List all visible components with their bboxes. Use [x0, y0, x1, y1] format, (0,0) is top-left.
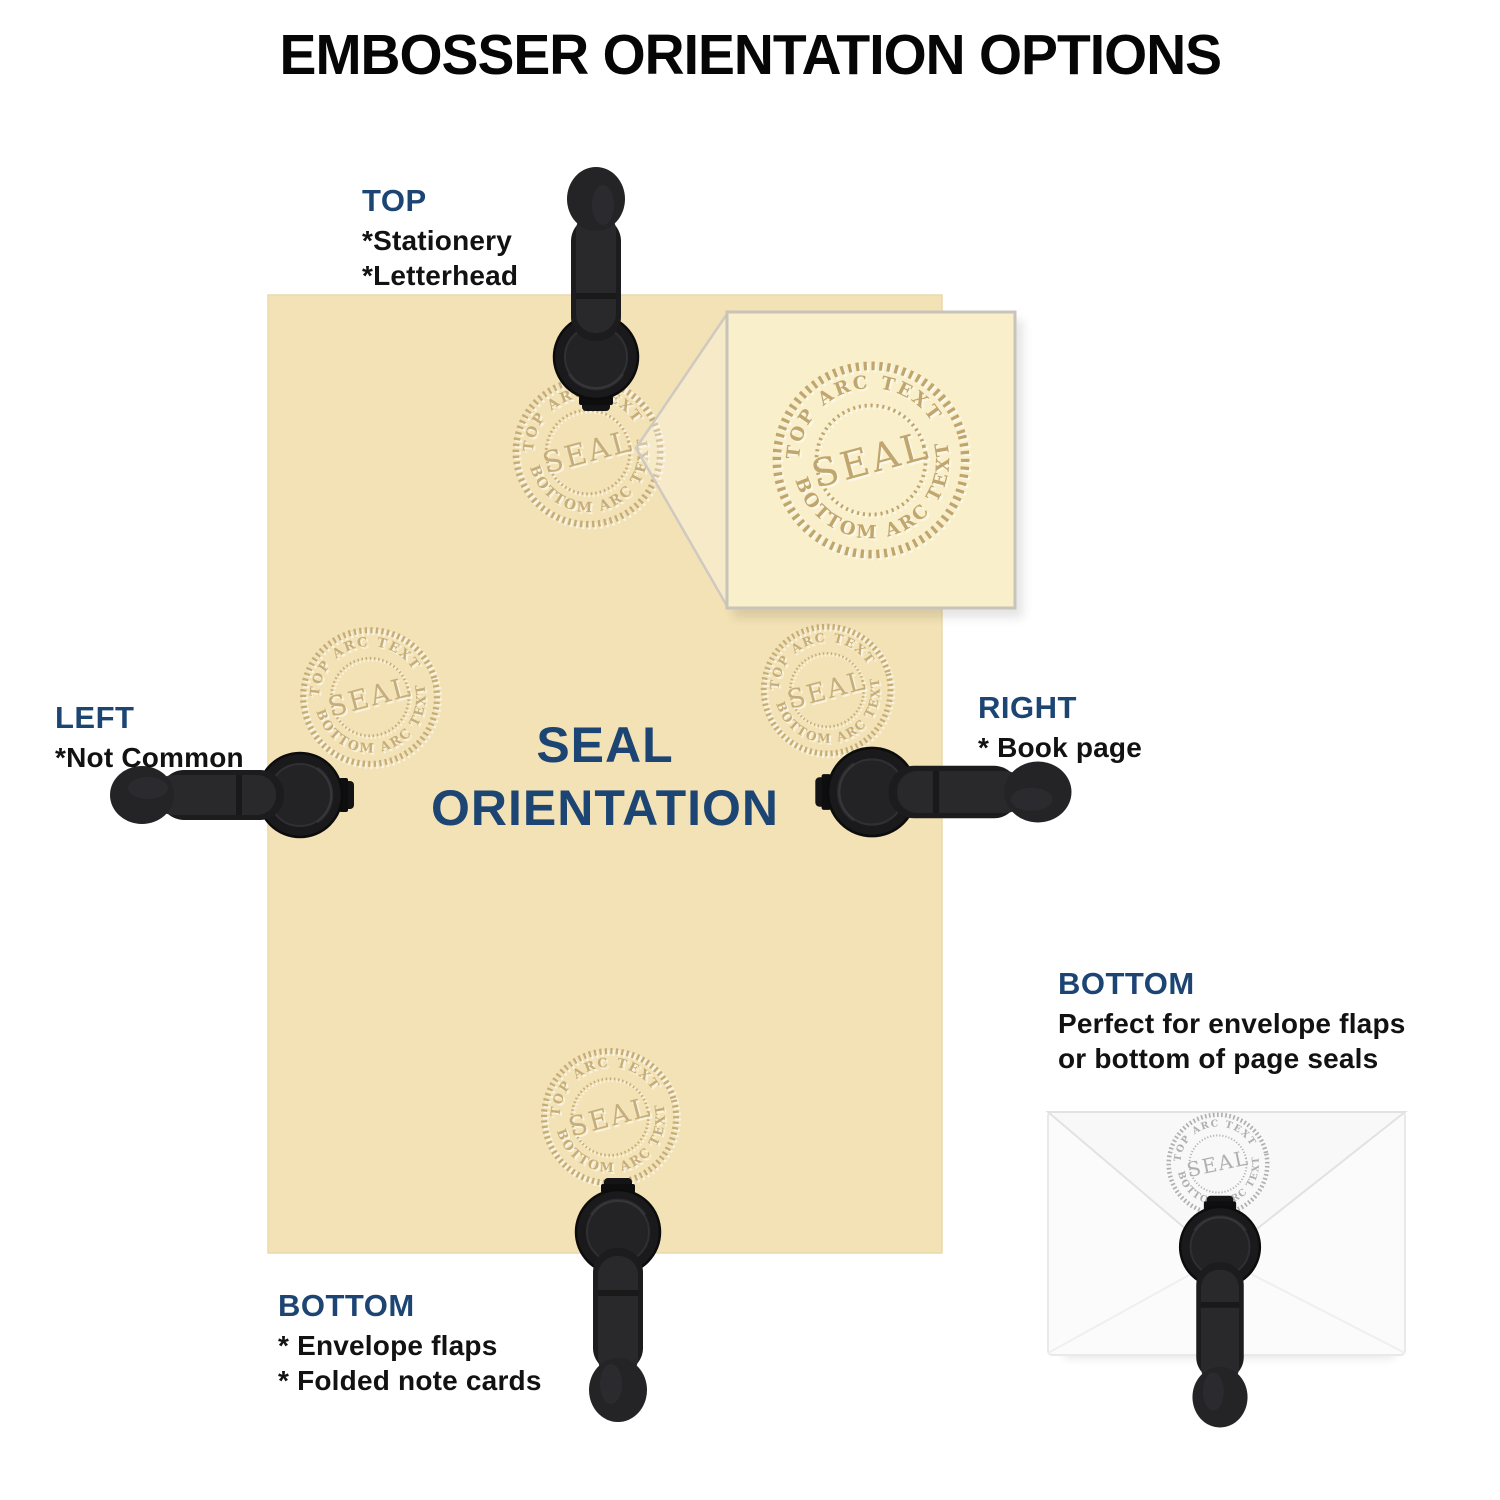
embosser-top — [554, 167, 638, 411]
label-left-heading: LEFT — [55, 700, 135, 735]
label-top-item: *Letterhead — [362, 260, 519, 292]
paper-center-text — [268, 714, 942, 840]
embosser-bottom — [576, 1178, 660, 1422]
label-bottom-item: * Envelope flaps — [278, 1329, 498, 1361]
envelope-example — [1048, 1106, 1405, 1428]
label-top-heading: TOP — [362, 183, 427, 218]
paper-center-line2: ORIENTATION — [430, 780, 779, 836]
label-bottom-right-line: Perfect for envelope flaps — [1058, 1007, 1406, 1039]
label-top-item: *Stationery — [362, 224, 513, 256]
label-bottom — [278, 1288, 542, 1399]
label-right-item: * Book page — [978, 731, 1143, 763]
label-bottom-heading: BOTTOM — [278, 1288, 415, 1323]
label-bottom-item: * Folded note cards — [278, 1365, 542, 1397]
label-left-item: *Not Common — [55, 741, 244, 773]
label-bottom-right — [1058, 966, 1406, 1077]
page-title-text: EMBOSSER ORIENTATION OPTIONS — [279, 23, 1221, 87]
label-top — [362, 183, 518, 294]
paper-center-line1: SEAL — [536, 717, 674, 773]
artwork-layer: TOP ARC TEXT BOTTOM ARC TEXT SEAL — [0, 0, 1500, 1500]
page-title — [0, 23, 1500, 87]
label-right — [978, 690, 1142, 765]
label-right-heading: RIGHT — [978, 690, 1077, 725]
label-bottom-right-line: or bottom of page seals — [1058, 1043, 1379, 1075]
label-left — [55, 700, 244, 775]
label-bottom-right-heading: BOTTOM — [1058, 966, 1195, 1001]
